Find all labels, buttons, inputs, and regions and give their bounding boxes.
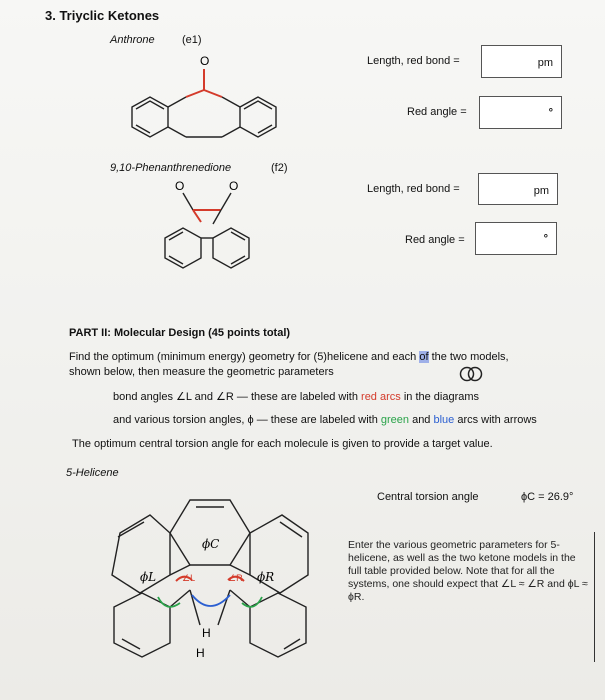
helicene-note: Enter the various geometric parameters for 5-helicene, as well as the two ketone models in the full table provided below. Note that for all the systems, one should expect that ∠L ≈ ∠R and ϕL ≈ ϕR. [348,539,588,603]
f2-length-label: Length, red bond = [367,183,460,195]
helicene-structure [100,485,330,695]
part2-bullet2: and various torsion angles, ϕ — these are labeled with green and blue arcs with arrows [113,414,537,426]
section-heading: 3. Triyclic Ketones [45,8,160,23]
note-side-rule [594,532,595,662]
f2-left-ring [165,228,201,268]
central-torsion-label: Central torsion angle [377,491,479,503]
e1-length-input[interactable] [481,45,562,78]
phi-c-label: ϕC [202,537,220,551]
f2-right-ring [213,228,249,268]
link-icon [458,365,484,383]
phenanthrenedione-name: 9,10-Phenanthrenedione [110,162,232,174]
e1-angle-input[interactable] [479,96,562,129]
e1-angle-label: Red angle = [407,106,467,118]
part2-title: PART II: Molecular Design (45 points total) [69,327,291,339]
part2-line3: The optimum central torsion angle for each molecule is given to provide a target value. [72,438,493,450]
anthrone-structure [120,52,290,152]
part2-line2: shown below, then measure the geometric parameters [69,366,334,378]
phenanthrenedione-tag: (f2) [271,162,288,174]
phenanthrenedione-structure [145,178,275,288]
part2-bullet1: bond angles ∠L and ∠R — these are labeled with red arcs in the diagrams [113,391,480,403]
e1-length-unit: pm [537,57,553,69]
hydrogen-1-label: H [202,626,211,640]
helicene-top-ring [170,500,250,565]
f2-oxygen-right: O [229,179,239,193]
helicene-name: 5-Helicene [66,467,119,479]
phi-l-label: ϕL [140,570,157,584]
f2-angle-input[interactable] [475,222,557,255]
f2-length-input[interactable] [478,173,558,205]
phi-r-label: ϕR [257,570,275,584]
angle-l-label: ∠L [182,573,196,583]
f2-angle-unit: ° [543,233,548,245]
f2-length-unit: pm [533,185,549,197]
central-torsion-value: ϕC = 26.9° [521,491,574,503]
e1-length-label: Length, red bond = [367,55,460,67]
phi-c-arc [192,595,230,606]
anthrone-name: Anthrone [110,34,155,46]
angle-r-label: ∠R [228,573,243,583]
hydrogen-2-label: H [196,646,205,660]
part2-line1: Find the optimum (minimum energy) geometry for (5)helicene and each of the two models, [69,351,509,363]
f2-angle-label: Red angle = [405,234,465,246]
f2-oxygen-left: O [175,179,185,193]
anthrone-oxygen-label: O [200,54,210,68]
anthrone-tag: (e1) [182,34,202,46]
anthrone-left-ring [132,97,168,137]
anthrone-right-ring [240,97,276,137]
e1-angle-unit: ° [548,107,553,119]
